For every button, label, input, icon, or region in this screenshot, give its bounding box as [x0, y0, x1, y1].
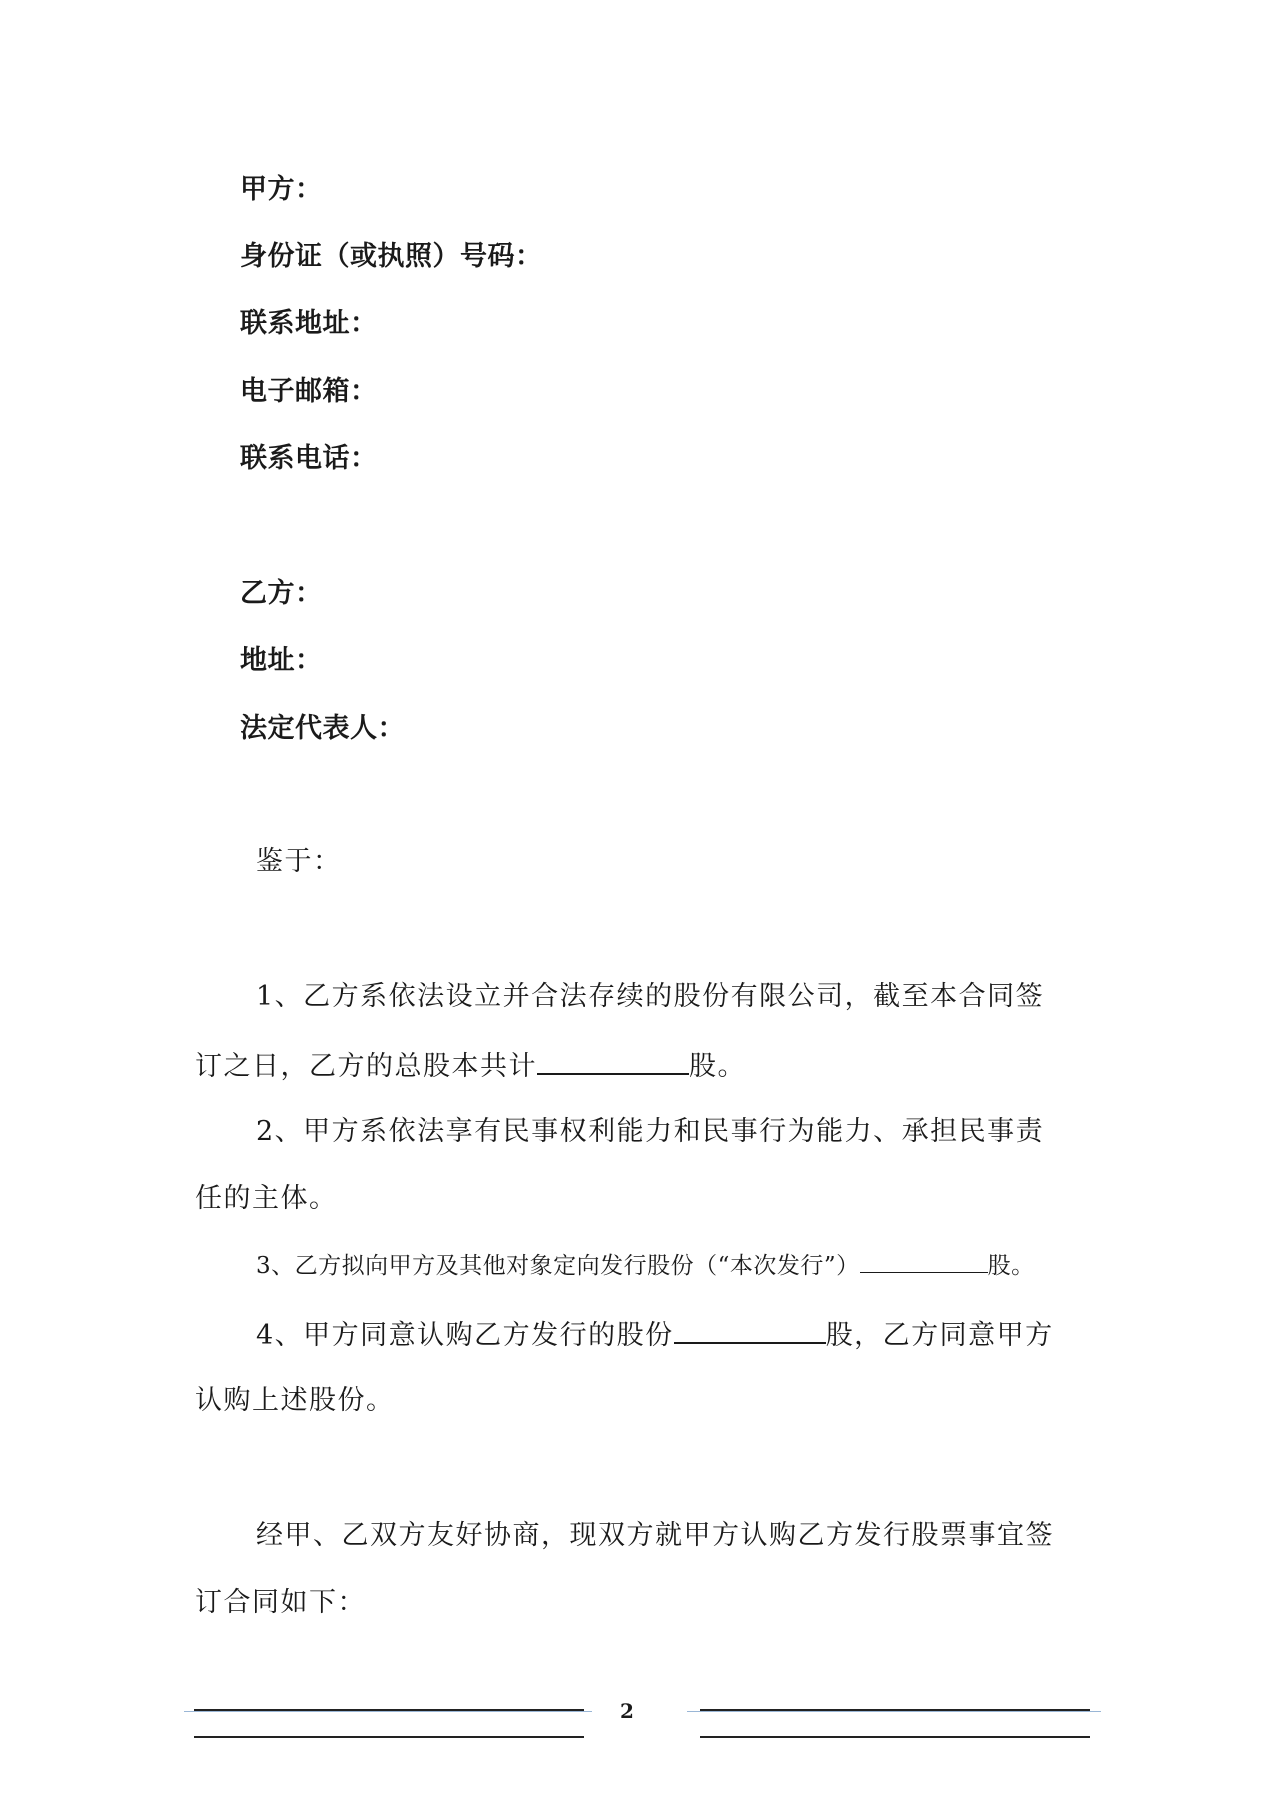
whereas-item3-text: 3、乙方拟向甲方及其他对象定向发行股份（“本次发行”） [256, 1253, 860, 1279]
whereas-item2-line1: 2、甲方系依法享有民事权利能力和民事行为能力、承担民事责 [256, 1116, 1045, 1147]
page-number: 2 [620, 1699, 634, 1723]
whereas-heading: 鉴于： [256, 846, 342, 877]
whereas-item3-line [256, 1248, 1035, 1284]
agreement-line2: 订合同如下： [195, 1587, 366, 1618]
whereas-item4-line2: 认购上述股份。 [195, 1385, 395, 1416]
whereas-item1-line2 [195, 1047, 746, 1085]
footer-right-bottom-line [700, 1736, 1090, 1738]
footer-left-top-line [194, 1709, 584, 1711]
party-a-email-label: 电子邮箱： [240, 376, 378, 407]
agreement-line1: 经甲、乙双方友好协商，现双方就甲方认购乙方发行股票事宜签 [256, 1520, 1054, 1551]
whereas-item4-text: 4、甲方同意认购乙方发行的股份 [256, 1320, 674, 1351]
whereas-item4-rest: 股，乙方同意甲方 [825, 1320, 1054, 1351]
party-a-address-label: 联系地址： [240, 308, 378, 339]
whereas-item1-line1: 1、乙方系依法设立并合法存续的股份有限公司，截至本合同签 [256, 981, 1045, 1012]
party-b-label: 乙方： [240, 578, 323, 609]
party-a-phone-label: 联系电话： [240, 443, 378, 474]
share-total-blank[interactable] [537, 1047, 689, 1075]
party-b-rep-label: 法定代表人： [240, 713, 405, 744]
footer-right-top-line [700, 1709, 1090, 1711]
footer-left-bottom-line [194, 1736, 584, 1738]
footer-left-accent-line [184, 1711, 592, 1712]
party-b-address-label: 地址： [240, 645, 323, 676]
footer-right-accent-line [687, 1711, 1101, 1712]
whereas-item4-line1 [256, 1316, 1054, 1354]
subscribe-shares-blank[interactable] [674, 1316, 826, 1344]
whereas-item2-line2: 任的主体。 [195, 1183, 338, 1214]
party-a-label: 甲方： [240, 174, 323, 205]
whereas-item3-unit: 股。 [987, 1253, 1035, 1279]
issue-shares-blank[interactable] [860, 1250, 988, 1273]
party-a-id-label: 身份证（或执照）号码： [240, 241, 543, 272]
whereas-item1-text: 订之日，乙方的总股本共计 [195, 1051, 537, 1082]
whereas-item1-unit: 股。 [689, 1051, 746, 1082]
